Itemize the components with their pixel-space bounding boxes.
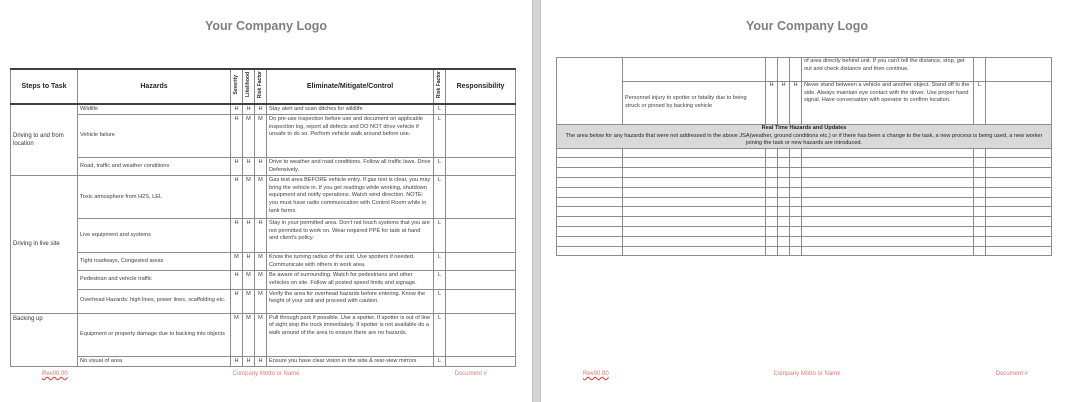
table-row — [11, 356, 516, 367]
risk-after-cell: L — [434, 289, 446, 313]
responsibility-cell — [446, 356, 516, 367]
likelihood-cell: H — [778, 82, 790, 125]
risk-cell: H — [790, 82, 802, 125]
blank-cell — [986, 217, 1052, 227]
table-row — [11, 219, 516, 253]
table-row — [11, 176, 516, 219]
likelihood-cell: H — [243, 356, 255, 367]
control-cell: Pull through park if possible. Use a spotter. If spotter is out of line of sight stop the truck immediately. If spotter is not available do a walk around of the area to ensure there are no hazards. — [267, 313, 434, 356]
blank-cell — [623, 187, 766, 197]
blank-cell — [974, 148, 986, 158]
company-logo-placeholder: Your Company Logo — [205, 19, 327, 33]
likelihood-cell: M — [243, 289, 255, 313]
blank-cell — [986, 178, 1052, 188]
blank-cell — [778, 178, 790, 188]
control-cell: Verify the area for overhead hazards before entering. Know the height of your unit and proceed with caution. — [267, 289, 434, 313]
control-cell: Stay alert and scan ditches for wildlife — [267, 104, 434, 115]
header-steps: Steps to Task — [11, 69, 78, 104]
blank-cell — [802, 227, 974, 237]
blank-cell — [778, 227, 790, 237]
blank-cell — [802, 168, 974, 178]
task-cell — [557, 58, 623, 125]
blank-row — [557, 217, 1052, 227]
blank-cell — [778, 207, 790, 217]
hazard-cell: Overhead Hazards: high lines, power lines, scaffolding etc. — [78, 289, 231, 313]
hazard-cell: Live equipment and systems — [78, 219, 231, 253]
severity-cell: H — [231, 219, 243, 253]
risk-cell: M — [255, 253, 267, 271]
severity-cell: M — [231, 253, 243, 271]
severity-cell: H — [231, 271, 243, 289]
risk-after-cell: L — [434, 253, 446, 271]
blank-rows — [557, 148, 1052, 256]
blank-cell — [802, 197, 974, 207]
responsibility-cell — [986, 82, 1052, 125]
blank-cell — [802, 148, 974, 158]
blank-cell — [766, 178, 778, 188]
hazard-cell: Personnel injury to spotter or fatality due to being struck or pinned by backing vehicle — [623, 82, 766, 125]
blank-cell — [986, 158, 1052, 168]
table-row — [11, 104, 516, 115]
blank-cell — [557, 187, 623, 197]
responsibility-cell — [446, 219, 516, 253]
severity-cell: H — [766, 82, 778, 125]
table-row — [11, 289, 516, 313]
risk-cell: M — [255, 313, 267, 356]
blank-cell — [974, 178, 986, 188]
blank-row — [557, 246, 1052, 256]
blank-cell — [790, 246, 802, 256]
hazard-cell: Vehicle failure — [78, 115, 231, 158]
blank-cell — [802, 217, 974, 227]
likelihood-cell: M — [243, 313, 255, 356]
blank-cell — [557, 168, 623, 178]
blank-cell — [766, 217, 778, 227]
blank-cell — [778, 148, 790, 158]
severity-cell: H — [231, 104, 243, 115]
risk-after-cell: L — [434, 313, 446, 356]
footer-motto: Company Motto or Name — [232, 371, 300, 377]
likelihood-cell: M — [243, 271, 255, 289]
responsibility-cell — [446, 289, 516, 313]
control-cell: Do pre-use inspection before use and document on applicable inspection log, report all defects and DO NOT drive vehicle if unsafe to do so. Perform vehicle walk around before use. — [267, 115, 434, 158]
blank-cell — [974, 158, 986, 168]
blank-cell — [986, 227, 1052, 237]
risk-cell: H — [255, 158, 267, 176]
severity-cell: M — [231, 313, 243, 356]
blank-cell — [790, 178, 802, 188]
blank-cell — [557, 178, 623, 188]
control-cell: Ensure you have clear vision in the side & rear-view mirrors — [267, 356, 434, 367]
risk-after-cell: L — [434, 219, 446, 253]
blank-cell — [802, 187, 974, 197]
footer-document-number: Document # — [454, 371, 487, 377]
risk-cell: H — [255, 356, 267, 367]
blank-cell — [778, 246, 790, 256]
blank-cell — [974, 197, 986, 207]
header-hazards: Hazards — [78, 69, 231, 104]
header-risk-factor: Risk Factor — [257, 71, 264, 99]
responsibility-cell — [446, 104, 516, 115]
table-row — [557, 58, 1052, 82]
blank-cell — [986, 207, 1052, 217]
footer-revision: Rev00.00 — [583, 371, 609, 377]
blank-cell — [766, 197, 778, 207]
blank-cell — [623, 178, 766, 188]
hazard-cell: Pedestrian and vehicle traffic — [78, 271, 231, 289]
blank-cell — [557, 236, 623, 246]
blank-row — [557, 178, 1052, 188]
risk-cell: H — [255, 104, 267, 115]
control-cell: of area directly behind unit. If you can't tell the distance, stop, get out and check distance and then continue. — [802, 58, 974, 82]
blank-cell — [557, 246, 623, 256]
blank-row — [557, 187, 1052, 197]
severity-cell: H — [231, 115, 243, 158]
blank-row — [557, 168, 1052, 178]
jsa-table — [10, 68, 516, 367]
risk-cell: M — [255, 115, 267, 158]
blank-row — [557, 197, 1052, 207]
blank-cell — [557, 158, 623, 168]
hazard-cell: Tight roadways, Congested areas — [78, 253, 231, 271]
blank-cell — [766, 236, 778, 246]
header-control: Eliminate/Mitigate/Control — [267, 69, 434, 104]
blank-cell — [802, 158, 974, 168]
risk-cell: H — [255, 219, 267, 253]
likelihood-cell: H — [243, 104, 255, 115]
likelihood-cell: H — [243, 253, 255, 271]
blank-cell — [986, 148, 1052, 158]
blank-cell — [778, 168, 790, 178]
blank-cell — [790, 158, 802, 168]
blank-cell — [790, 217, 802, 227]
risk-after-cell: L — [974, 82, 986, 125]
control-cell: Never stand between a vehicle and another object. Stand off to the side. Always maintain eye contact with the driver. Use proper hand signal. Have conversation with operator to confirm location. — [802, 82, 974, 125]
blank-cell — [766, 227, 778, 237]
control-cell: Know the turning radius of the unit. Use spotters if needed. Communicate with others in work area. — [267, 253, 434, 271]
control-cell: Gas test area BEFORE vehicle entry. If gas test is clear, you may bring the vehicle in. If you get readings while working, shutdown equipment and notify operations. Watch wind direction. NOTE: you must have radio communication with Control Room while in tank farms. — [267, 176, 434, 219]
risk-cell: M — [255, 176, 267, 219]
realtime-header-row — [557, 125, 1052, 149]
risk-after-cell: L — [434, 356, 446, 367]
blank-cell — [623, 168, 766, 178]
blank-cell — [778, 236, 790, 246]
blank-cell — [623, 207, 766, 217]
blank-cell — [790, 207, 802, 217]
blank-cell — [790, 236, 802, 246]
blank-row — [557, 207, 1052, 217]
blank-cell — [974, 236, 986, 246]
blank-cell — [778, 197, 790, 207]
task-cell: Driving in live site — [11, 176, 78, 313]
likelihood-cell: M — [243, 176, 255, 219]
blank-cell — [790, 148, 802, 158]
table-header-row — [11, 69, 516, 104]
hazard-cell: Toxic atmosphere from H2S, LEL — [78, 176, 231, 219]
blank-cell — [974, 207, 986, 217]
header-likelihood: Likelihood — [245, 72, 252, 98]
responsibility-cell — [446, 158, 516, 176]
blank-cell — [557, 197, 623, 207]
blank-cell — [778, 187, 790, 197]
hazard-cell: No visual of area — [78, 356, 231, 367]
risk-after-cell: L — [434, 176, 446, 219]
risk-cell: M — [255, 289, 267, 313]
jsa-table-continued — [556, 57, 1052, 256]
blank-cell — [623, 148, 766, 158]
responsibility-cell — [986, 58, 1052, 82]
control-cell: Stay in your permitted area. Don't not touch systems that you are not permitted to work on. Wear required PPE for task at hand and client's policy. — [267, 219, 434, 253]
blank-cell — [557, 207, 623, 217]
table-row — [11, 271, 516, 289]
blank-cell — [986, 246, 1052, 256]
blank-cell — [623, 246, 766, 256]
blank-row — [557, 148, 1052, 158]
blank-row — [557, 158, 1052, 168]
company-logo-placeholder: Your Company Logo — [746, 19, 868, 33]
blank-cell — [790, 168, 802, 178]
blank-cell — [766, 187, 778, 197]
blank-cell — [802, 246, 974, 256]
footer-motto: Company Motto or Name — [773, 371, 841, 377]
likelihood-cell: H — [243, 219, 255, 253]
blank-cell — [986, 187, 1052, 197]
footer-document-number: Document # — [995, 371, 1028, 377]
blank-cell — [766, 168, 778, 178]
responsibility-cell — [446, 313, 516, 356]
table-row — [11, 158, 516, 176]
blank-cell — [778, 158, 790, 168]
table-row — [11, 253, 516, 271]
blank-cell — [802, 207, 974, 217]
blank-cell — [766, 148, 778, 158]
severity-cell: H — [231, 176, 243, 219]
hazard-cell: Road, traffic and weather conditions — [78, 158, 231, 176]
responsibility-cell — [446, 253, 516, 271]
blank-cell — [986, 168, 1052, 178]
page-gutter — [532, 0, 541, 402]
blank-cell — [766, 207, 778, 217]
blank-cell — [802, 178, 974, 188]
severity-cell: H — [231, 289, 243, 313]
realtime-description: The area below for any hazards that were not addressed in the above JSA(weather, ground conditions etc.) or if there has been a change to the task, a new process is being used, a new worker joining the task or new hazards are introduced. — [565, 132, 1043, 147]
risk-after-cell: L — [434, 158, 446, 176]
blank-cell — [766, 158, 778, 168]
blank-cell — [986, 197, 1052, 207]
blank-cell — [790, 197, 802, 207]
likelihood-cell: M — [243, 115, 255, 158]
header-risk-factor-after: Risk Factor — [436, 71, 443, 99]
blank-cell — [974, 187, 986, 197]
risk-cell: M — [255, 271, 267, 289]
blank-cell — [974, 246, 986, 256]
blank-cell — [766, 246, 778, 256]
blank-cell — [790, 187, 802, 197]
task-cell: Backing up — [11, 313, 78, 367]
header-severity: Severity — [233, 74, 240, 95]
blank-cell — [778, 217, 790, 227]
footer-revision: Rev00.00 — [42, 371, 68, 377]
blank-cell — [557, 148, 623, 158]
risk-after-cell: L — [434, 115, 446, 158]
blank-cell — [974, 217, 986, 227]
blank-cell — [557, 217, 623, 227]
document-page-1 — [0, 0, 532, 402]
hazard-cell: Wildlife — [78, 104, 231, 115]
blank-cell — [623, 158, 766, 168]
control-cell: Be aware of surrounding. Watch for pedestrians and other vehicles on site. Follow all posted speed limits and signage. — [267, 271, 434, 289]
blank-row — [557, 227, 1052, 237]
responsibility-cell — [446, 115, 516, 158]
blank-cell — [974, 227, 986, 237]
blank-cell — [623, 227, 766, 237]
blank-cell — [623, 197, 766, 207]
realtime-title: Real Time Hazards and Updates — [761, 125, 847, 131]
task-cell: Driving to and from location — [11, 104, 78, 176]
document-page-2 — [541, 0, 1073, 402]
table-row — [11, 115, 516, 158]
risk-after-cell: L — [434, 271, 446, 289]
responsibility-cell — [446, 271, 516, 289]
responsibility-cell — [446, 176, 516, 219]
header-responsibility: Responsibility — [446, 69, 516, 104]
blank-cell — [623, 236, 766, 246]
risk-after-cell: L — [434, 104, 446, 115]
blank-cell — [986, 236, 1052, 246]
likelihood-cell: H — [243, 158, 255, 176]
severity-cell: H — [231, 356, 243, 367]
table-row — [557, 82, 1052, 125]
table-row — [11, 313, 516, 356]
blank-row — [557, 236, 1052, 246]
blank-cell — [790, 227, 802, 237]
blank-cell — [802, 236, 974, 246]
hazard-cell: Equipment or property damage due to backing into objects — [78, 313, 231, 356]
blank-cell — [557, 227, 623, 237]
hazard-cell — [623, 58, 766, 82]
severity-cell: H — [231, 158, 243, 176]
blank-cell — [974, 168, 986, 178]
control-cell: Drive to weather and road conditions. Follow all traffic laws. Drive Defensively. — [267, 158, 434, 176]
blank-cell — [623, 217, 766, 227]
